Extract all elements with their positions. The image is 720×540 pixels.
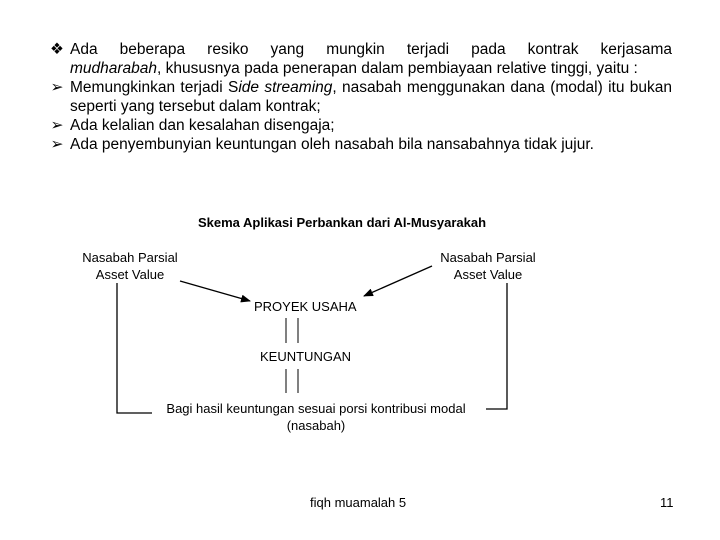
diagram-title: Skema Aplikasi Perbankan dari Al-Musyarakah: [197, 215, 487, 230]
node-profit: KEUNTUNGAN: [260, 349, 352, 364]
arrow-bullet-icon: ➢: [50, 117, 64, 134]
bullet-text: Ada penyembunyian keuntungan oleh nasabah bila nansabahnya tidak jujur.: [70, 136, 594, 153]
bullet-text-italic: mudharabah: [70, 60, 158, 77]
node-project: PROYEK USAHA: [254, 299, 357, 314]
arrow-bullet-icon: ➢: [50, 136, 64, 153]
arrow-bullet-icon: ➢: [50, 79, 64, 96]
bracket-left: [117, 283, 152, 413]
footer-label: fiqh muamalah 5: [310, 495, 407, 510]
node-profit-share: Bagi hasil keuntungan sesuai porsi kontribusi modal (nasabah): [166, 401, 466, 433]
bullet-text: Ada kelalian dan kesalahan disengaja;: [70, 117, 335, 134]
bullet-text: , khususnya pada penerapan dalam pembiayaan relative tinggi, yaitu :: [157, 60, 638, 77]
bullet-item-side-streaming: [48, 78, 672, 116]
arrow-left-to-project: [180, 281, 250, 301]
page-number: 11: [660, 495, 674, 510]
bullet-text: , nasabah menggunakan dana (modal) itu bukan seperti yang tersebut dalam kontrak;: [70, 79, 673, 115]
bullet-text-italic: ide streaming: [238, 79, 333, 96]
bullet-item-concealment: [48, 135, 672, 154]
bullet-text: Memungkinkan terjadi S: [70, 79, 239, 96]
arrow-right-to-project: [364, 266, 432, 296]
bullet-list: [48, 40, 672, 154]
bullet-text: Ada beberapa resiko yang mungkin terjadi pada kontrak kerjasama: [70, 41, 672, 58]
bullet-item-negligence: [48, 116, 672, 135]
bullet-item-intro: [48, 40, 672, 78]
node-right-partner: Nasabah Parsial Asset Value: [440, 250, 536, 282]
diamond-bullet-icon: ❖: [50, 41, 64, 58]
bracket-right: [486, 283, 507, 409]
node-left-partner: Nasabah Parsial Asset Value: [82, 250, 178, 282]
